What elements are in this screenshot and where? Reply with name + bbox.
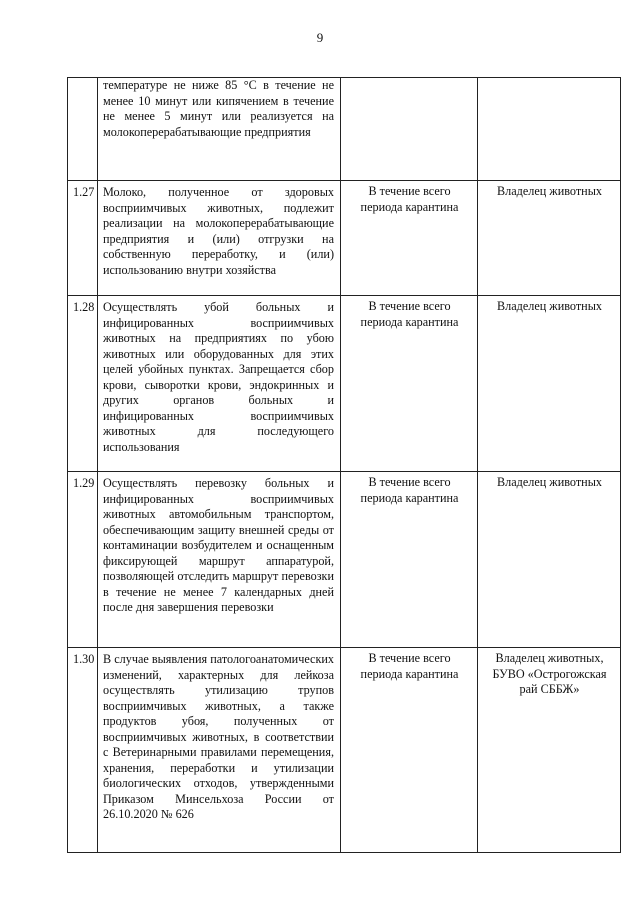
measures-table xyxy=(67,77,621,853)
measure-responsible: Владелец животных xyxy=(478,296,621,472)
measure-term: В течение всего периода карантина xyxy=(341,648,478,853)
measure-text: Осуществлять перевозку больных и инфицированных восприимчивых животных автомобильным транспортом, обеспечивающим защиту внешней среды от контаминации возбудителем и оснащенным фиксирующей маршрут аппаратурой, позволяющей отследить маршрут перевозки в течение не менее 7 календарных дней после дня завершения перевозки xyxy=(98,472,341,648)
table-row xyxy=(68,472,621,648)
measure-text: Осуществлять убой больных и инфицированных восприимчивых животных на предприятиях по убою животных или оборудованных для этих целей убойных пунктах. Запрещается сбор крови, сыворотки крови, эндокринных и других органов больных и инфицированных восприимчивых животных для последующего использования xyxy=(98,296,341,472)
measure-term: В течение всего периода карантина xyxy=(341,181,478,296)
measure-text: Молоко, полученное от здоровых восприимчивых животных, подлежит реализации на молокоперерабатывающие предприятия и (или) отгрузки на собственную переработку, и (или) использованию внутри хозяйства xyxy=(98,181,341,296)
table-row xyxy=(68,648,621,853)
row-number: 1.28 xyxy=(68,296,98,472)
row-number xyxy=(68,78,98,181)
measure-responsible xyxy=(478,78,621,181)
row-number: 1.27 xyxy=(68,181,98,296)
measure-responsible: Владелец животных xyxy=(478,181,621,296)
measure-responsible: Владелец животных, БУВО «Острогожская рай СББЖ» xyxy=(478,648,621,853)
table-row xyxy=(68,296,621,472)
row-number: 1.30 xyxy=(68,648,98,853)
measure-text: В случае выявления патологоанатомических изменений, характерных для лейкоза осуществлять утилизацию трупов восприимчивых животных, а также продуктов убоя, полученных от восприимчивых животных, в соответствии с Ветеринарными правилами перемещения, хранения, переработки и утилизации биологических отходов, утвержденными Приказом Минсельхоза России от 26.10.2020 № 626 xyxy=(98,648,341,853)
measure-responsible: Владелец животных xyxy=(478,472,621,648)
measure-text: температуре не ниже 85 °С в течение не менее 10 минут или кипячением в течение не менее 5 минут или реализуется на молокоперерабатывающие предприятия xyxy=(98,78,341,181)
table-row xyxy=(68,78,621,181)
page-number: 9 xyxy=(316,30,324,45)
row-number: 1.29 xyxy=(68,472,98,648)
table-row xyxy=(68,181,621,296)
measure-term: В течение всего периода карантина xyxy=(341,296,478,472)
measure-term xyxy=(341,78,478,181)
measure-term: В течение всего периода карантина xyxy=(341,472,478,648)
